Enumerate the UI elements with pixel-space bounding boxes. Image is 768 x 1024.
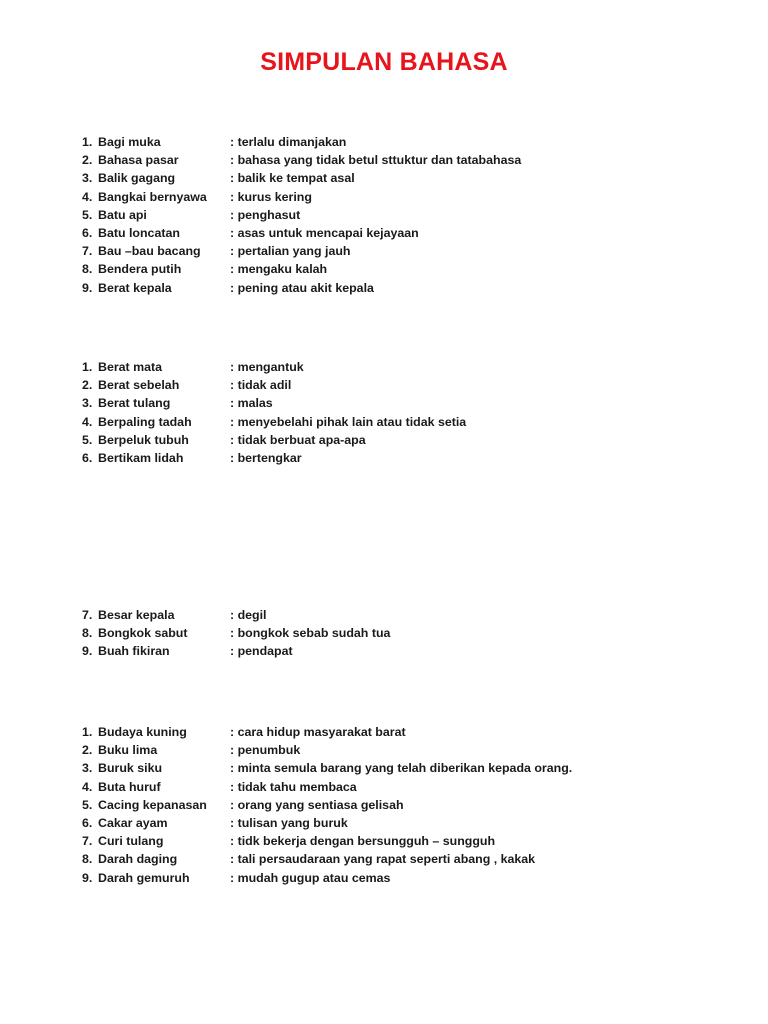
list-item	[82, 644, 722, 662]
list-item	[82, 378, 722, 396]
item-number: 4.	[82, 414, 93, 429]
idiom-list-1	[82, 135, 722, 299]
idiom-meaning: : tulisan yang buruk	[230, 815, 348, 830]
idiom-meaning: : penghasut	[230, 207, 301, 222]
idiom-meaning: : tali persaudaraan yang rapat seperti abang , kakak	[230, 852, 536, 867]
idiom-list-2	[82, 360, 722, 469]
item-number: 1.	[82, 135, 93, 149]
idiom-term: Berat kepala	[98, 280, 172, 295]
idiom-meaning: : terlalu dimanjakan	[230, 135, 347, 149]
idiom-term: Bertikam lidah	[98, 450, 184, 465]
page-title: SIMPULAN BAHASA	[260, 48, 508, 76]
idiom-meaning: : mengantuk	[230, 360, 304, 374]
item-number: 6.	[82, 225, 93, 240]
idiom-list-4	[82, 725, 722, 889]
idiom-meaning: : mengaku kalah	[230, 262, 328, 277]
item-number: 5.	[82, 797, 93, 812]
idiom-meaning: : penumbuk	[230, 743, 301, 758]
list-item	[82, 171, 722, 189]
item-number: 7.	[82, 608, 93, 622]
idiom-term: Berat tulang	[98, 396, 171, 411]
item-number: 8.	[82, 262, 93, 277]
idiom-term: Bagi muka	[98, 135, 161, 149]
list-item	[82, 798, 722, 816]
list-item	[82, 190, 722, 208]
idiom-term: Buta huruf	[98, 779, 161, 794]
item-number: 3.	[82, 396, 93, 411]
list-item	[82, 780, 722, 798]
idiom-term: Berpeluk tubuh	[98, 432, 189, 447]
idiom-meaning: : pening atau akit kepala	[230, 280, 374, 295]
item-number: 9.	[82, 870, 93, 885]
item-number: 8.	[82, 852, 93, 867]
idiom-term: Bongkok sabut	[98, 626, 188, 641]
list-item	[82, 871, 722, 889]
item-number: 2.	[82, 743, 93, 758]
idiom-meaning: : pendapat	[230, 644, 293, 659]
list-item	[82, 451, 722, 469]
idiom-meaning: : menyebelahi pihak lain atau tidak setia	[230, 414, 467, 429]
idiom-meaning: : bertengkar	[230, 450, 302, 465]
idiom-term: Darah daging	[98, 852, 178, 867]
list-item	[82, 135, 722, 153]
idiom-term: Darah gemuruh	[98, 870, 190, 885]
list-item	[82, 743, 722, 761]
idiom-meaning: : balik ke tempat asal	[230, 171, 355, 186]
list-item	[82, 226, 722, 244]
idiom-term: Balik gagang	[98, 171, 176, 186]
idiom-meaning: : cara hidup masyarakat barat	[230, 725, 406, 739]
list-item	[82, 415, 722, 433]
idiom-list-3	[82, 608, 722, 663]
item-number: 1.	[82, 360, 93, 374]
idiom-meaning: : degil	[230, 608, 267, 622]
item-number: 7.	[82, 244, 93, 259]
list-item	[82, 244, 722, 262]
idiom-term: Buruk siku	[98, 761, 163, 776]
idiom-term: Cacing kepanasan	[98, 797, 207, 812]
idiom-meaning: : tidk bekerja dengan bersungguh – sungguh	[230, 834, 496, 849]
idiom-meaning: : bongkok sebab sudah tua	[230, 626, 391, 641]
item-number: 4.	[82, 189, 93, 204]
idiom-meaning: : orang yang sentiasa gelisah	[230, 797, 404, 812]
idiom-meaning: : bahasa yang tidak betul sttuktur dan tatabahasa	[230, 153, 522, 168]
idiom-meaning: : tidak tahu membaca	[230, 779, 357, 794]
list-item	[82, 608, 722, 626]
item-number: 6.	[82, 450, 93, 465]
idiom-term: Berat sebelah	[98, 378, 180, 393]
list-item	[82, 208, 722, 226]
idiom-meaning: : kurus kering	[230, 189, 312, 204]
list-item	[82, 761, 722, 779]
idiom-term: Berat mata	[98, 360, 163, 374]
idiom-term: Bau –bau bacang	[98, 244, 201, 259]
idiom-term: Curi tulang	[98, 834, 164, 849]
item-number: 1.	[82, 725, 93, 739]
item-number: 8.	[82, 626, 93, 641]
item-number: 3.	[82, 761, 93, 776]
list-item	[82, 360, 722, 378]
item-number: 2.	[82, 378, 93, 393]
list-item	[82, 281, 722, 299]
item-number: 9.	[82, 644, 93, 659]
list-item	[82, 433, 722, 451]
idiom-meaning: : mudah gugup atau cemas	[230, 870, 391, 885]
idiom-term: Batu loncatan	[98, 225, 180, 240]
idiom-term: Besar kepala	[98, 608, 175, 622]
idiom-term: Budaya kuning	[98, 725, 187, 739]
item-number: 9.	[82, 280, 93, 295]
idiom-meaning: : pertalian yang jauh	[230, 244, 351, 259]
item-number: 6.	[82, 815, 93, 830]
idiom-meaning: : malas	[230, 396, 273, 411]
idiom-term: Cakar ayam	[98, 815, 168, 830]
list-item	[82, 262, 722, 280]
idiom-term: Buku lima	[98, 743, 158, 758]
idiom-term: Buah fikiran	[98, 644, 170, 659]
item-number: 5.	[82, 432, 93, 447]
item-number: 5.	[82, 207, 93, 222]
idiom-meaning: : minta semula barang yang telah diberikan kepada orang.	[230, 761, 573, 776]
list-item	[82, 626, 722, 644]
item-number: 4.	[82, 779, 93, 794]
idiom-term: Batu api	[98, 207, 147, 222]
idiom-term: Berpaling tadah	[98, 414, 192, 429]
idiom-meaning: : tidak berbuat apa-apa	[230, 432, 366, 447]
list-item	[82, 396, 722, 414]
list-item	[82, 153, 722, 171]
idiom-meaning: : asas untuk mencapai kejayaan	[230, 225, 419, 240]
idiom-term: Bahasa pasar	[98, 153, 179, 168]
idiom-term: Bangkai bernyawa	[98, 189, 207, 204]
item-number: 7.	[82, 834, 93, 849]
idiom-meaning: : tidak adil	[230, 378, 292, 393]
item-number: 3.	[82, 171, 93, 186]
list-item	[82, 852, 722, 870]
list-item	[82, 834, 722, 852]
list-item	[82, 816, 722, 834]
list-item	[82, 725, 722, 743]
item-number: 2.	[82, 153, 93, 168]
idiom-term: Bendera putih	[98, 262, 182, 277]
